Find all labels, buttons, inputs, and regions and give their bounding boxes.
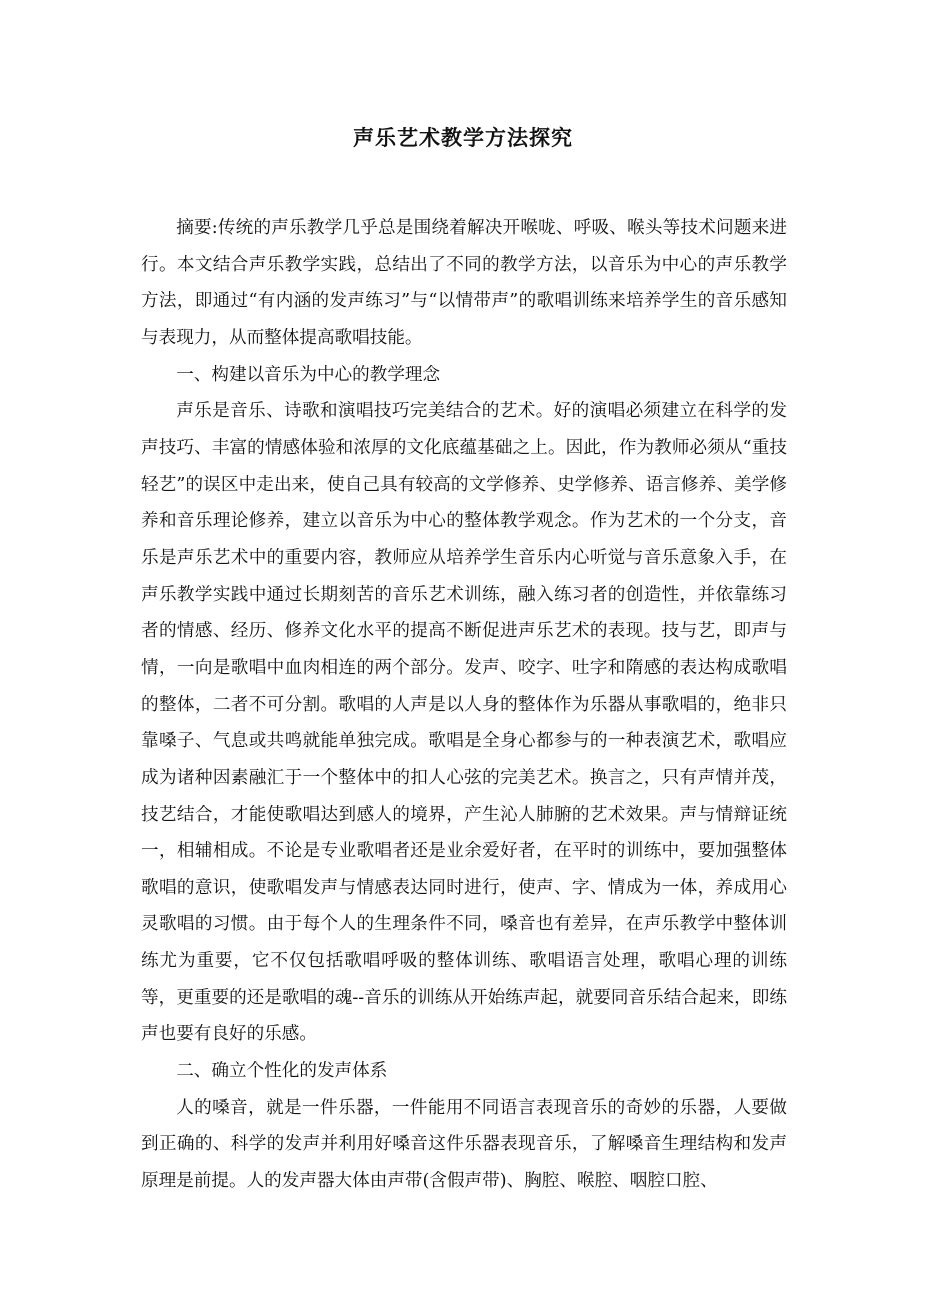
section-heading-2: 二、确立个性化的发声体系 — [176, 1061, 388, 1082]
section-heading-1: 一、构建以音乐为中心的教学理念 — [176, 364, 441, 385]
abstract-paragraph: 摘要:传统的声乐教学几乎总是围绕着解决开喉咙、呼吸、喉头等技术问题来进行。本文结合声乐教学实践，总结出了不同的教学方法，以音乐为中心的声乐教学方法，即通过“有内涵的发声练习”与“以情带声”的歌唱训练来培养学生的音乐感知与表现力，从而整体提高歌唱技能。 — [141, 218, 787, 348]
document-body — [141, 210, 787, 1200]
document-title: 声乐艺术教学方法探究 — [353, 126, 573, 150]
body-paragraph-2: 人的嗓音，就是一件乐器，一件能用不同语言表现音乐的奇妙的乐器，人要做到正确的、科学的发声并利用好嗓音这件乐器表现音乐，了解嗓音生理结构和发声原理是前提。人的发声器大体由声带(含假声带)、胸腔、喉腔、咽腔口腔、 — [141, 1097, 787, 1192]
body-paragraph-1: 声乐是音乐、诗歌和演唱技巧完美结合的艺术。好的演唱必须建立在科学的发声技巧、丰富的情感体验和浓厚的文化底蕴基础之上。因此，作为教师必须从“重技轻艺”的误区中走出来，使自己具有较高的文学修养、史学修养、语言修养、美学修养和音乐理论修养，建立以音乐为中心的整体教学观念。作为艺术的一个分支，音乐是声乐艺术中的重要内容，教师应从培养学生音乐内心听觉与音乐意象入手，在声乐教学实践中通过长期刻苦的音乐艺术训练，融入练习者的创造性，并依靠练习者的情感、经历、修养文化水平的提高不断促进声乐艺术的表现。技与艺，即声与情，一向是歌唱中血肉相连的两个部分。发声、咬字、吐字和隋感的表达构成歌唱的整体，二者不可分割。歌唱的人声是以人身的整体作为乐器从事歌唱的，绝非只靠嗓子、气息或共鸣就能单独完成。歌唱是全身心都参与的一种表演艺术，歌唱应成为诸种因素融汇于一个整体中的扣人心弦的完美艺术。换言之，只有声情并茂，技艺结合，才能使歌唱达到感人的境界，产生沁人肺腑的艺术效果。声与情辩证统一，相辅相成。不论是专业歌唱者还是业余爱好者，在平时的训练中，要加强整体歌唱的意识，使歌唱发声与情感表达同时进行，使声、字、情成为一体，养成用心灵歌唱的习惯。由于每个人的生理条件不同，嗓音也有差异，在声乐教学中整体训练尤为重要，它不仅包括歌唱呼吸的整体训练、歌唱语言处理，歌唱心理的训练等，更重要的还是歌唱的魂--音乐的训练从开始练声起，就要同音乐结合起来，即练声也要有良好的乐感。 — [141, 401, 787, 1045]
